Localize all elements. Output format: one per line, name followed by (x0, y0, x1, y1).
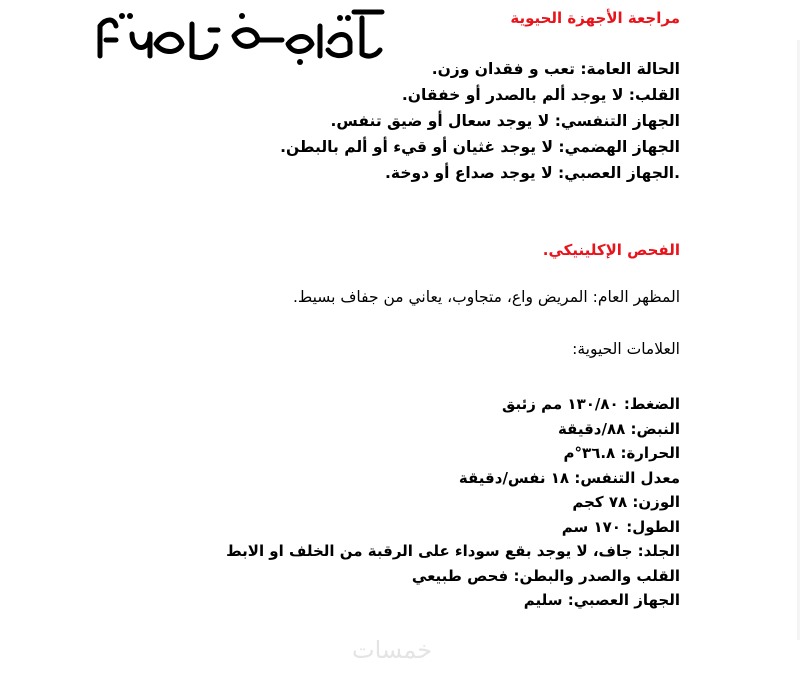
exam-heading: الفحص الإكلينيكي. (542, 241, 680, 259)
review-heading: مراجعة الأجهزة الحيوية (510, 9, 680, 27)
vitals-label: العلامات الحيوية: (572, 340, 680, 358)
vital-blood-pressure: الضغط: ١٣٠/٨٠ مم زئبق (502, 395, 680, 413)
review-line-nervous: .الجهاز العصبي: لا يوجد صداع أو دوخة. (385, 164, 680, 182)
watermark-text: خمسات (352, 636, 433, 664)
vital-height: الطول: ١٧٠ سم (561, 517, 680, 536)
review-list (280, 56, 680, 186)
exam-nervous-system: الجهاز العصبي: سليم (523, 591, 680, 609)
review-line-general: الحالة العامة: تعب و فقدان وزن. (431, 60, 680, 78)
exam-skin: الجلد: جاف، لا يوجد بقع سوداء على الرقبة من الخلف او الابط (226, 542, 680, 560)
exam-general-appearance: المظهر العام: المريض واع، متجاوب، يعاني من جفاف بسيط. (292, 288, 680, 306)
vital-weight: الوزن: ٧٨ كجم (572, 493, 680, 511)
exam-heart-chest-abdomen: القلب والصدر والبطن: فحص طبيعي (411, 566, 680, 585)
vital-temperature: الحرارة: ٣٦.٨°م (563, 444, 680, 462)
vital-respiratory-rate: معدل التنفس: ١٨ نفس/دقيقة (458, 468, 680, 487)
review-line-heart: القلب: لا يوجد ألم بالصدر أو خفقان. (401, 86, 680, 104)
vitals-list (226, 392, 680, 613)
review-line-respiratory: الجهاز التنفسي: لا يوجد سعال أو ضيق تنفس. (330, 112, 680, 130)
vital-pulse: النبض: ٨٨/دقيقة (557, 419, 680, 438)
review-line-digestive: الجهاز الهضمي: لا يوجد غثيان أو قيء أو ألم بالبطن. (280, 138, 680, 156)
